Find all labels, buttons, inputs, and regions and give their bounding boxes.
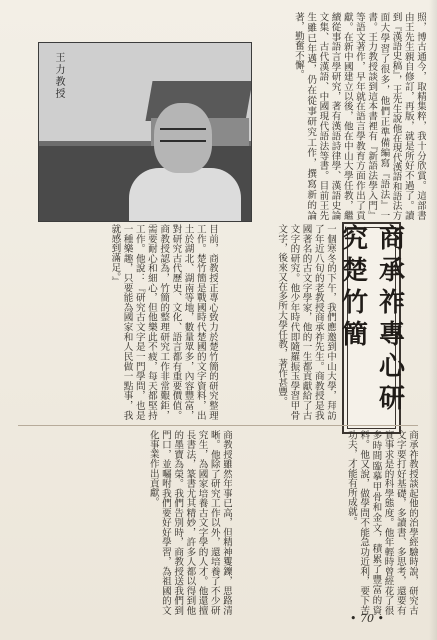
body-column-c: 商承祚教授談起他的治學經驗時說，研究古文字要打好基礎，多讀書、多思考，還要有實事求是的科學態度。他年輕時曾經花了很多時間臨摹甲骨和金文，積累了豐富的資料。他又說，做學問不能急功近利，要下苦功夫，才能有所成就。 [345, 430, 418, 615]
top-text-block: 照，博古通今，取精集粹，我十分欣賞。這部書由王先生親自修訂，再版，就是所好不過了。讀到『漢語史稿』，王先生說他在現代漢語和語法方面大學習了很多，他們正準備編寫『語法』一書。王力教授談到這本書裡有『新語法學入門』等語文著作，早年就在語言學教育方面作出了貢獻。在新中國建立以後，他在中山大學任教，繼續從事語言學研究，著有漢語詩律學、漢語史論文集、古代漢語、中國現代語法等書。目前王先生雖已年邁，仍在從事研究工作，撰寫新的論著，勤奮不懈。 [292, 12, 426, 220]
portrait-photo [38, 42, 252, 222]
page-number: • 70 • [350, 612, 384, 625]
body-column-b: 目前，商教授正專心致力於楚竹簡的研究整理工作。楚竹簡是戰國時代楚國的文字資料，出土於湖北、湖南等地，數量眾多，內容豐富，對研究古代歷史、文化、語言都有重要價值。商教授認為，竹簡的整理研究工作非常艱鉅，需要耐心和細心，但他樂此不疲，每天都堅持工作。他說：『研究古文字是一門學問，也是一種樂趣，只要能為國家和人民做一點事，我就感到滿足。』 [109, 224, 218, 420]
body-column-a: 一個寒冬的下午，我們應邀到中山大學，拜訪了年近八旬的老教授商承祚先生。商教授是我國著名的古文字學家，他的一生都貢獻給了古文字的研究。他少年時代即隨羅振玉學習甲骨文字，後來又在多所大學任教，著作甚豐。 [276, 224, 336, 420]
page-edge-shadow [429, 0, 437, 640]
article-title-box [337, 222, 405, 434]
top-section [18, 12, 426, 220]
body-column-d: 商教授雖然年事已高，但精神矍鑠，思路清晰。他除了研究工作以外，還培養了不少研究生，為國家培養古文字學的人才。他還擅長書法，篆書尤其精妙，許多人都以得到他的墨寶為榮。我們告別時，商教授送我們到門口，並囑咐我們要好好學習，為祖國的文化事業作出貢獻。 [147, 430, 232, 615]
photo-caption: 王力教授 [53, 52, 64, 100]
article-title: 商承祚專心研究楚竹簡 [337, 224, 405, 416]
column-divider [18, 425, 418, 426]
